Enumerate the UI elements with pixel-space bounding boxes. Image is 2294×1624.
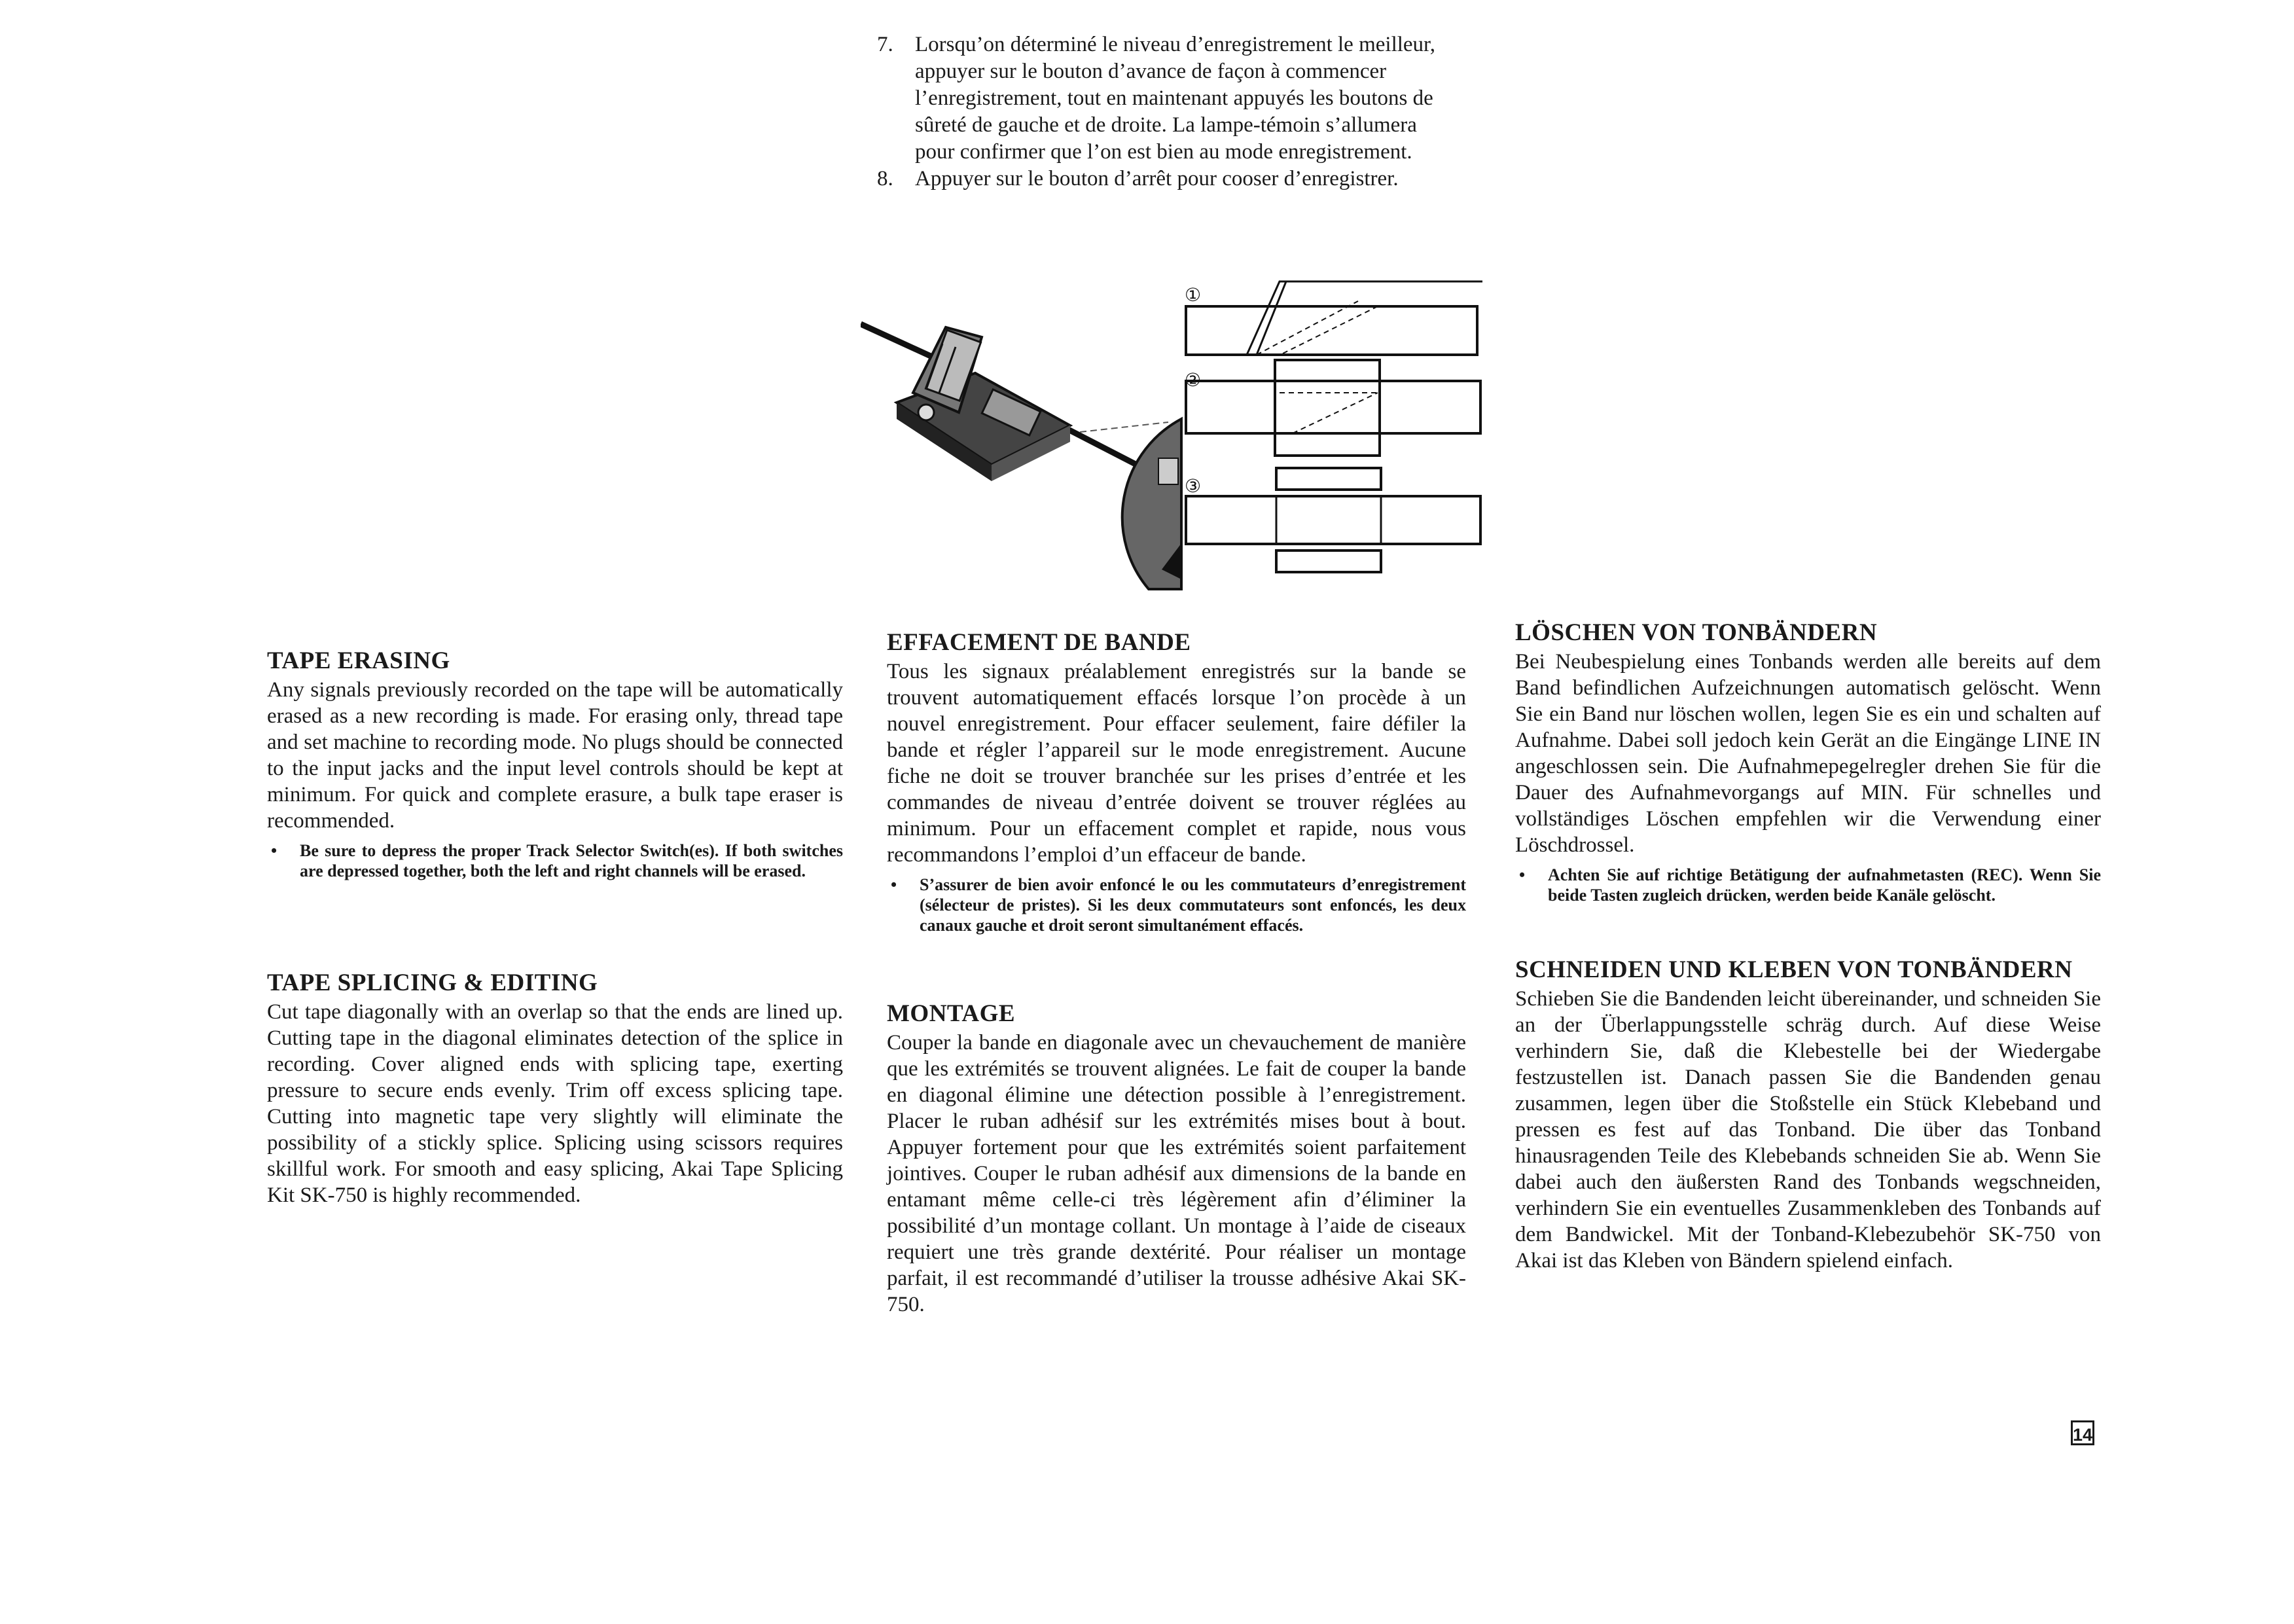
step-text: Lorsqu’on déterminé le niveau d’enregistrement le meilleur, appuyer sur le bouton d’avance de façon à commencer l’enregistrement, tout en maintenant appuyés les boutons de sûreté de gauche et de droite. La lampe-témoin s’allumera pour confirmer que l’on est bien au mode enregistrement. <box>915 33 1435 164</box>
section-note <box>1515 865 2101 905</box>
section-body: Bei Neubespielung eines Tonbands werden alle bereits auf dem Band befindlichen Aufzeichnungen automatisch gelöscht. Wenn Sie ein Band nur löschen wollen, legen Sie es ein und schalten auf Aufnahme. Dabei soll jedoch kein Gerät an die Eingänge LINE IN angeschlossen sein. Die Aufnahmepegelregler drehen Sie für die Dauer des Aufnahmevorgangs auf MIN. Für schnelles und vollständiges Löschen empfehlen wir die Verwendung einer Löschdrossel. <box>1515 650 2101 857</box>
step-text: Appuyer sur le bouton d’arrêt pour cooser d’enregistrer. <box>915 167 1399 190</box>
step-2-diagram-icon <box>1186 360 1480 456</box>
german-erasing-section <box>1515 619 2101 905</box>
step-number: 8. <box>877 167 893 190</box>
english-erasing-section <box>267 647 843 881</box>
section-body: Couper la bande en diagonale avec un chevauchement de manière que les extrémités se trouvent alignées. Le fait de couper la bande en diagonal élimine une détection possible à l’enregistrement. Placer le ruban adhésif sur les extrémités mises bout à bout. Appuyer fortement pour que les extrémités soient parfaitement jointives. Couper le ruban adhésif aux dimensions de la bande en entamant même celle-ci très légèrement afin d’éliminer la possibilité d’un montage collant. Un montage à l’aide de ciseaux requiert une très grande dextérité. Pour réaliser un montage parfait, il est recommandé d’utiliser la trousse adhésive Akai SK-750. <box>887 1031 1466 1316</box>
section-body: Schieben Sie die Bandenden leicht übereinander, und schneiden Sie an der Überlappungsstelle schräg durch. Auf diese Weise verhindern Sie, daß die Klebestelle bei der Wiedergabe festzustellen ist. Danach passen Sie die Bandenden genau zusammen, legen über die Stoßstelle ein Stück Klebeband und pressen es fest auf das Tonband. Die über das Tonband hinausragenden Teile des Klebebands schneiden Sie ab. Wenn Sie dabei auch den äußersten Rand des Tonbands wegschneiden, verhindern Sie ein eventuelles Zusammenkleben des Tonbands auf dem Bandwickel. Mit der Tonband-Klebezubehör SK-750 von Akai ist das Kleben von Bändern spielend einfach. <box>1515 987 2101 1272</box>
english-splicing-section <box>267 969 843 1208</box>
note-text: Achten Sie auf richtige Betätigung der aufnahmetasten (REC). Wenn Sie beide Tasten zugleich drücken, werden beide Kanäle gelöscht. <box>1548 865 2101 905</box>
section-body: Cut tape diagonally with an overlap so that the ends are lined up. Cutting tape in the diagonal eliminates detection of the splice in recording. Cover aligned ends with splicing tape, exerting pressure to secure ends evenly. Trim off excess splicing tape. Cutting into magnetic tape very slightly will eliminate the possibility of a stickly splice. Splicing using scissors requires skillful work. For smooth and easy splicing, Akai Tape Splicing Kit SK-750 is highly recommended. <box>267 1000 843 1207</box>
page-number: 14 <box>2071 1420 2094 1445</box>
section-body: Tous les signaux préalablement enregistrés sur la bande se trouvent automatiquement effacés lorsque l’on procède à un nouvel enregistrement. Pour effacer seulement, faire défiler la bande et régler l’appareil sur le mode enregistrement. Aucune fiche ne doit se trouver branchée sur les prises d’entrée et les commandes de niveau d’entrée doivent se trouver réglées au minimum. Pour un effacement complet et rapide, nous vous recommandons l’emploi d’un effaceur de bande. <box>887 660 1466 867</box>
section-heading: LÖSCHEN VON TONBÄNDERN <box>1515 619 1878 646</box>
step-number: 7. <box>877 33 893 56</box>
step-3-label: ③ <box>1185 475 1202 497</box>
recording-steps-list <box>877 31 1456 192</box>
section-heading: TAPE ERASING <box>267 647 450 674</box>
section-heading: MONTAGE <box>887 1000 1016 1027</box>
step-1-diagram-icon <box>1186 281 1482 355</box>
section-heading: EFFACEMENT DE BANDE <box>887 629 1191 656</box>
step-1-label: ① <box>1185 284 1202 306</box>
french-erasing-section <box>887 628 1466 935</box>
section-body: Any signals previously recorded on the tape will be automatically erased as a new recording is made. For erasing only, thread tape and set machine to recording mode. No plugs should be connected to the input jacks and the input level controls should be kept at minimum. For quick and complete erasure, a bulk tape eraser is recommended. <box>267 678 843 833</box>
step-8 <box>877 166 1456 192</box>
section-heading: SCHNEIDEN UND KLEBEN VON TONBÄNDERN <box>1515 956 2073 983</box>
bullet-icon: • <box>1519 865 1526 884</box>
section-heading: TAPE SPLICING & EDITING <box>267 969 598 996</box>
note-text: Be sure to depress the proper Track Selector Switch(es). If both switches are depressed together, both the left and right channels will be erased. <box>300 841 843 880</box>
splicing-illustration <box>861 262 1489 602</box>
step-7 <box>877 31 1456 166</box>
note-text: S’assurer de bien avoir enfoncé le ou les commutateurs d’enregistrement (sélecteur de pristes). Si les deux commutateurs sont enfoncés, les deux canaux gauche et droit seront simultanément effacés. <box>920 875 1466 935</box>
german-splicing-section <box>1515 956 2101 1274</box>
section-note <box>887 875 1466 935</box>
splicing-figure-svg <box>861 262 1489 602</box>
step-3-diagram-icon <box>1186 468 1480 572</box>
section-note <box>267 840 843 881</box>
step-2-label: ② <box>1185 369 1202 391</box>
french-splicing-section <box>887 1000 1466 1318</box>
bullet-icon: • <box>891 875 897 894</box>
bullet-icon: • <box>271 841 278 860</box>
